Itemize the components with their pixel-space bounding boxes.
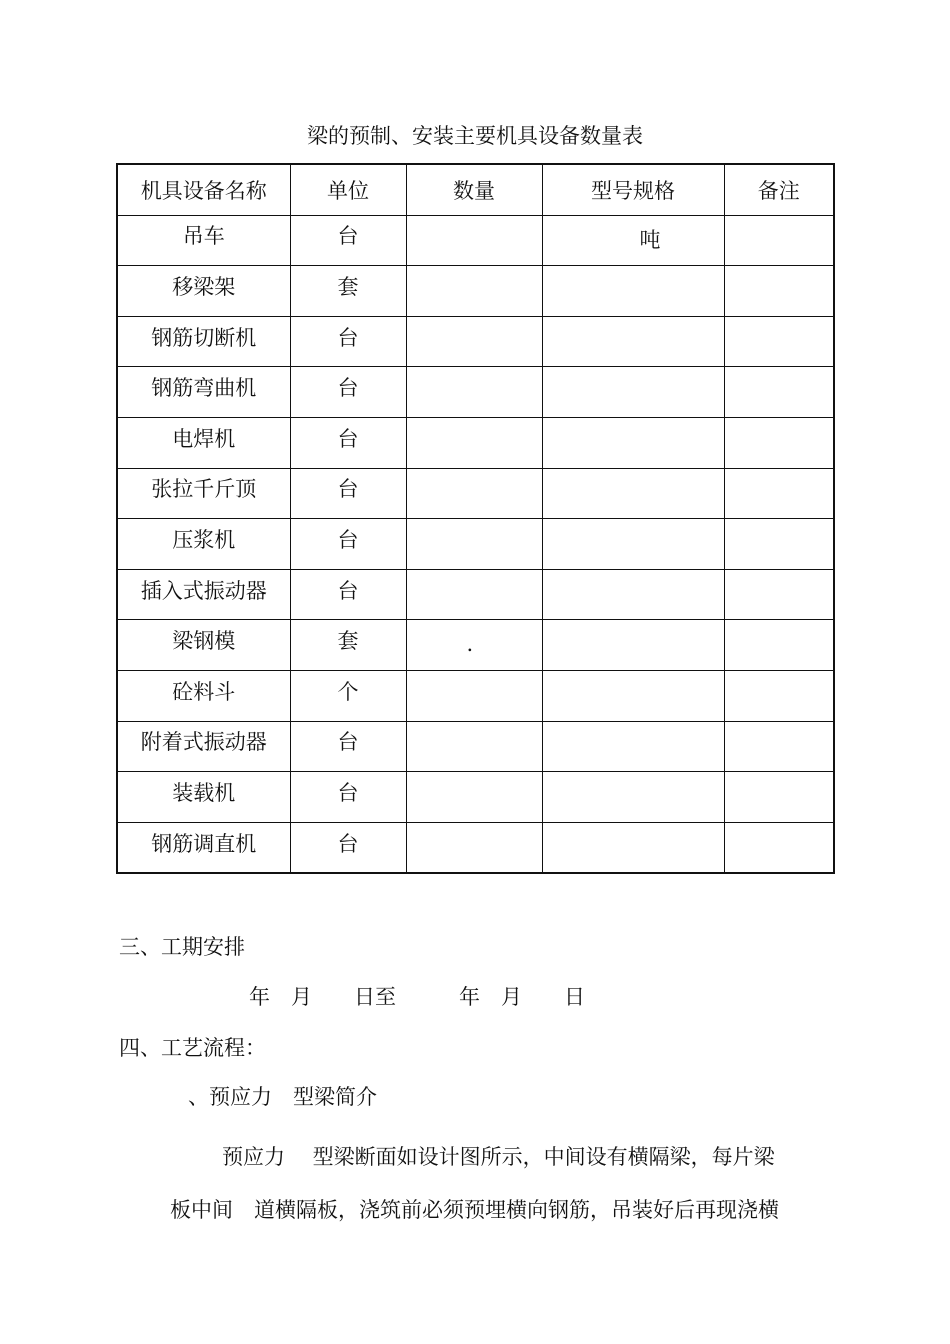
cell-spec <box>542 367 724 418</box>
cell-unit: 个 <box>290 670 406 721</box>
table-title: 梁的预制、安装主要机具设备数量表 <box>307 124 643 148</box>
cell-unit: 台 <box>290 417 406 468</box>
table-row <box>117 620 834 671</box>
cell-name: 插入式振动器 <box>117 569 290 620</box>
table-row <box>117 316 834 367</box>
cell-note <box>724 266 834 317</box>
cell-spec <box>542 670 724 721</box>
cell-spec <box>542 822 724 873</box>
cell-name: 张拉千斤顶 <box>117 468 290 519</box>
cell-unit: 台 <box>290 822 406 873</box>
cell-name: 装载机 <box>117 772 290 823</box>
cell-note <box>724 569 834 620</box>
cell-spec <box>542 266 724 317</box>
cell-unit: 套 <box>290 620 406 671</box>
cell-name: 钢筋调直机 <box>117 822 290 873</box>
header-note: 备注 <box>724 164 834 215</box>
cell-qty <box>406 670 542 721</box>
header-unit: 单位 <box>290 164 406 215</box>
cell-qty <box>406 772 542 823</box>
cell-name: 压浆机 <box>117 519 290 570</box>
cell-note <box>724 772 834 823</box>
cell-name: 钢筋弯曲机 <box>117 367 290 418</box>
table-row <box>117 468 834 519</box>
cell-unit: 台 <box>290 367 406 418</box>
cell-spec <box>542 721 724 772</box>
cell-unit: 台 <box>290 215 406 266</box>
cell-spec <box>542 772 724 823</box>
table-row <box>117 417 834 468</box>
process-paragraph-line-2: 板中间 道横隔板，浇筑前必须预埋横向钢筋，吊装好后再现浇横 <box>170 1198 779 1222</box>
table-row <box>117 519 834 570</box>
table-row <box>117 266 834 317</box>
table-row <box>117 670 834 721</box>
cell-unit: 台 <box>290 569 406 620</box>
cell-qty <box>406 519 542 570</box>
cell-note <box>724 620 834 671</box>
cell-qty <box>406 367 542 418</box>
cell-unit: 台 <box>290 519 406 570</box>
cell-qty <box>406 215 542 266</box>
cell-name: 电焊机 <box>117 417 290 468</box>
cell-unit: 台 <box>290 721 406 772</box>
cell-spec <box>542 620 724 671</box>
cell-unit: 台 <box>290 316 406 367</box>
header-spec: 型号规格 <box>542 164 724 215</box>
cell-name: 移梁架 <box>117 266 290 317</box>
cell-note <box>724 417 834 468</box>
header-qty: 数量 <box>406 164 542 215</box>
cell-qty <box>406 468 542 519</box>
schedule-heading: 三、工期安排 <box>119 935 245 959</box>
table-row <box>117 569 834 620</box>
cell-qty <box>406 316 542 367</box>
cell-name: 钢筋切断机 <box>117 316 290 367</box>
table-header-row <box>117 164 834 215</box>
cell-spec <box>542 468 724 519</box>
cell-note <box>724 670 834 721</box>
equipment-table <box>116 163 835 874</box>
cell-name: 附着式振动器 <box>117 721 290 772</box>
cell-note <box>724 316 834 367</box>
table-row <box>117 721 834 772</box>
cell-name: 吊车 <box>117 215 290 266</box>
table-row <box>117 367 834 418</box>
cell-spec <box>542 519 724 570</box>
cell-spec <box>542 316 724 367</box>
cell-unit: 套 <box>290 266 406 317</box>
cell-unit: 台 <box>290 468 406 519</box>
cell-qty <box>406 721 542 772</box>
cell-qty <box>406 417 542 468</box>
cell-qty <box>406 822 542 873</box>
cell-note <box>724 468 834 519</box>
cell-qty: . <box>406 620 542 671</box>
process-heading: 四、工艺流程： <box>119 1036 266 1060</box>
cell-note <box>724 721 834 772</box>
cell-qty <box>406 569 542 620</box>
header-name: 机具设备名称 <box>117 164 290 215</box>
cell-spec <box>542 569 724 620</box>
cell-name: 梁钢模 <box>117 620 290 671</box>
cell-name: 砼料斗 <box>117 670 290 721</box>
cell-unit: 台 <box>290 772 406 823</box>
cell-spec <box>542 417 724 468</box>
table-row <box>117 772 834 823</box>
cell-spec: 吨 <box>542 215 724 266</box>
schedule-date-line: 年 月 日至 年 月 日 <box>249 985 585 1009</box>
table-row <box>117 215 834 266</box>
process-subheading: 、预应力 型梁简介 <box>188 1085 377 1109</box>
cell-note <box>724 215 834 266</box>
cell-note <box>724 519 834 570</box>
cell-note <box>724 367 834 418</box>
cell-qty <box>406 266 542 317</box>
table-row <box>117 822 834 873</box>
process-paragraph-line-1: 预应力 型梁断面如设计图所示，中间设有横隔梁，每片梁 <box>222 1145 775 1169</box>
cell-note <box>724 822 834 873</box>
